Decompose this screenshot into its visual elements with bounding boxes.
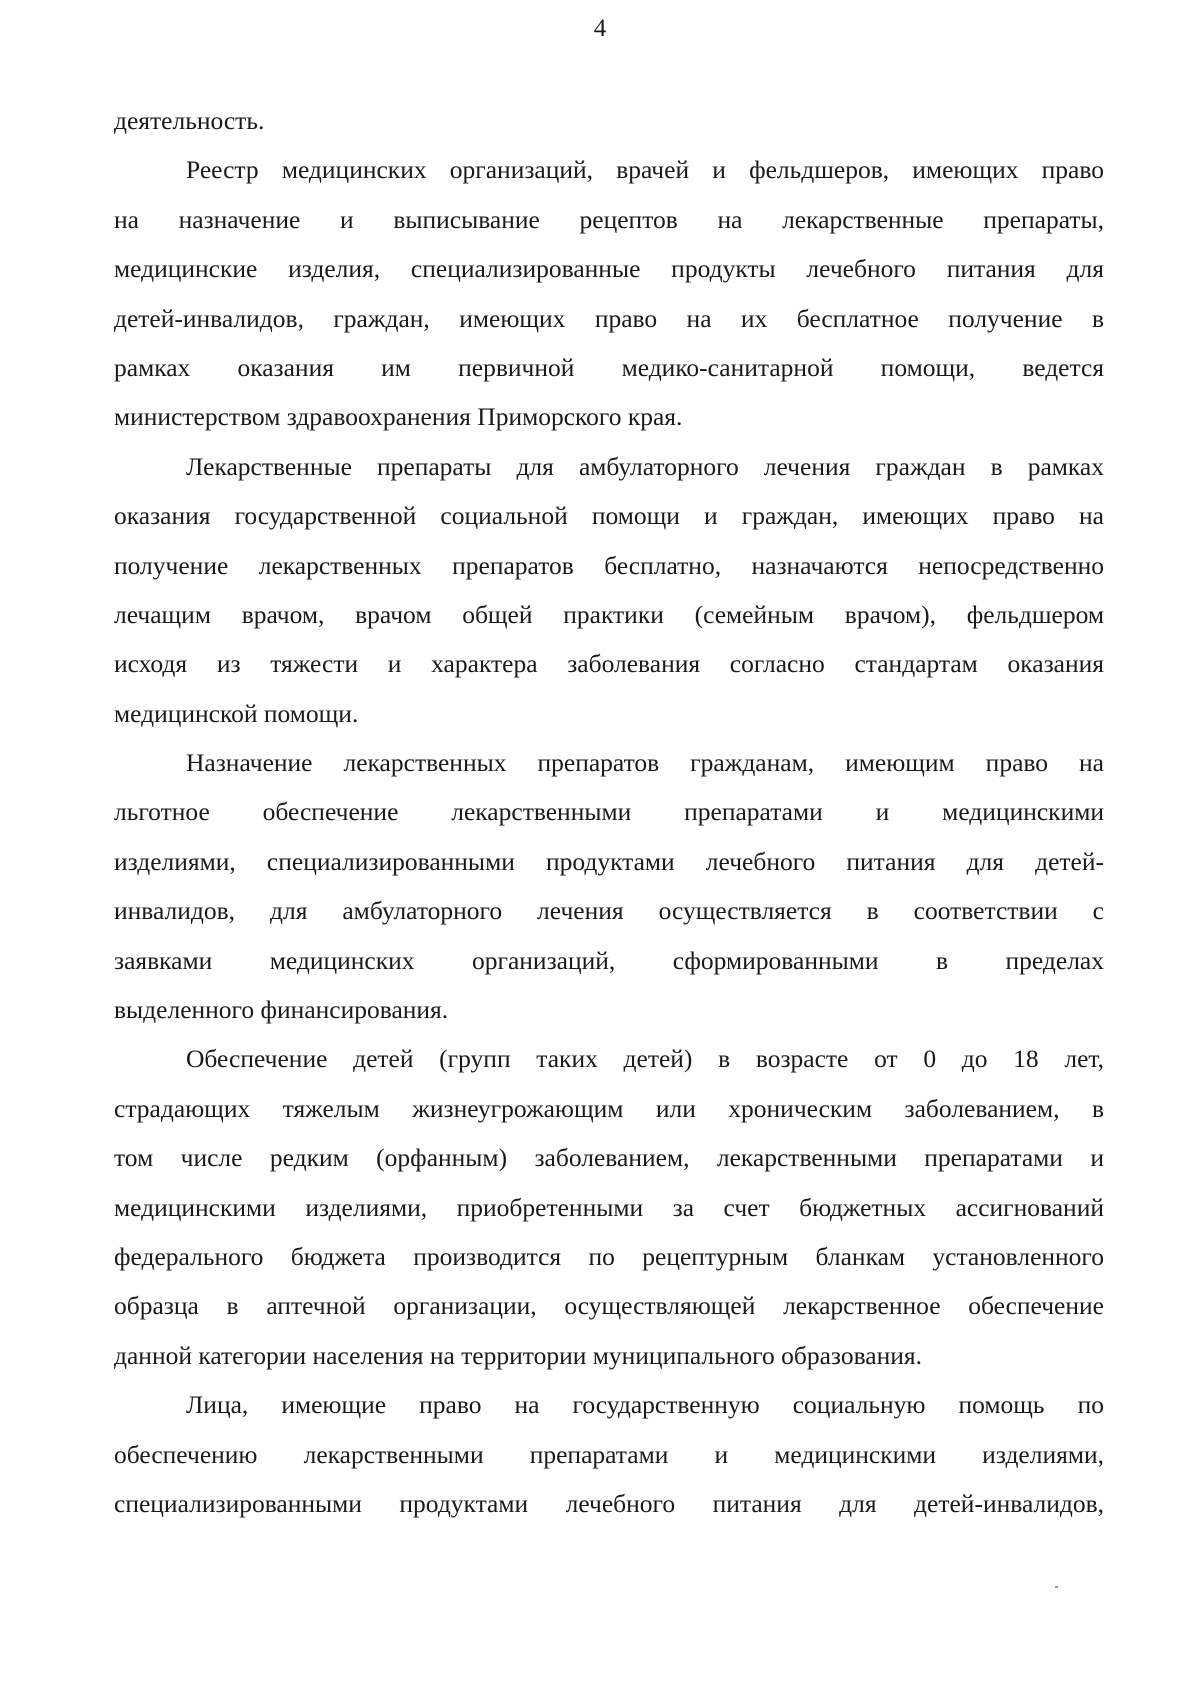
text-line: получение лекарственных препаратов бесплатно, назначаются непосредственно — [114, 550, 1104, 580]
paragraph — [114, 96, 1104, 145]
text-line: инвалидов, для амбулаторного лечения осуществляется в соответствии с — [114, 896, 1104, 926]
text-line: Обеспечение детей (групп таких детей) в возрасте от 0 до 18 лет, — [186, 1044, 1104, 1074]
text-line: том числе редким (орфанным) заболеванием, лекарственными препаратами и — [114, 1143, 1104, 1173]
text-line: Назначение лекарственных препаратов гражданам, имеющим право на — [186, 748, 1104, 778]
text-line: медицинскими изделиями, приобретенными за счет бюджетных ассигнований — [114, 1192, 1104, 1222]
text-line: медицинской помощи. — [114, 698, 359, 728]
paragraph — [114, 1034, 1104, 1380]
text-line: федерального бюджета производится по рецептурным бланкам установленного — [114, 1241, 1104, 1271]
paragraph — [114, 442, 1104, 738]
text-line: Реестр медицинских организаций, врачей и фельдшеров, имеющих право — [186, 155, 1104, 185]
text-line: исходя из тяжести и характера заболевания согласно стандартам оказания — [114, 649, 1104, 679]
text-line: выделенного финансирования. — [114, 995, 449, 1025]
text-line: министерством здравоохранения Приморского края. — [114, 402, 683, 432]
text-line: рамках оказания им первичной медико-санитарной помощи, ведется — [114, 352, 1104, 382]
text-line: страдающих тяжелым жизнеугрожающим или хроническим заболеванием, в — [114, 1093, 1104, 1123]
paragraph — [114, 738, 1104, 1034]
scan-artifact — [1055, 1586, 1058, 1588]
text-line: медицинские изделия, специализированные продукты лечебного питания для — [114, 254, 1104, 284]
paragraph — [114, 1380, 1104, 1528]
document-body — [114, 96, 1104, 1528]
paragraph — [114, 145, 1104, 441]
text-line: образца в аптечной организации, осуществляющей лекарственное обеспечение — [114, 1291, 1104, 1321]
text-line: деятельность. — [114, 106, 265, 135]
text-line: данной категории населения на территории муниципального образования. — [114, 1340, 922, 1370]
text-line: Лица, имеющие право на государственную социальную помощь по — [186, 1390, 1104, 1420]
text-line: обеспечению лекарственными препаратами и медицинскими изделиями, — [114, 1439, 1104, 1469]
text-line: лечащим врачом, врачом общей практики (семейным врачом), фельдшером — [114, 599, 1104, 629]
text-line: детей-инвалидов, граждан, имеющих право на их бесплатное получение в — [114, 303, 1104, 333]
text-line: на назначение и выписывание рецептов на лекарственные препараты, — [114, 204, 1104, 234]
page-number: 4 — [593, 15, 607, 42]
text-line: льготное обеспечение лекарственными препаратами и медицинскими — [114, 797, 1104, 827]
text-line: специализированными продуктами лечебного питания для детей-инвалидов, — [114, 1488, 1104, 1518]
text-line: заявками медицинских организаций, сформированными в пределах — [114, 945, 1104, 975]
text-line: оказания государственной социальной помощи и граждан, имеющих право на — [114, 501, 1104, 531]
text-line: Лекарственные препараты для амбулаторного лечения граждан в рамках — [186, 451, 1104, 481]
text-line: изделиями, специализированными продуктами лечебного питания для детей- — [114, 846, 1104, 876]
